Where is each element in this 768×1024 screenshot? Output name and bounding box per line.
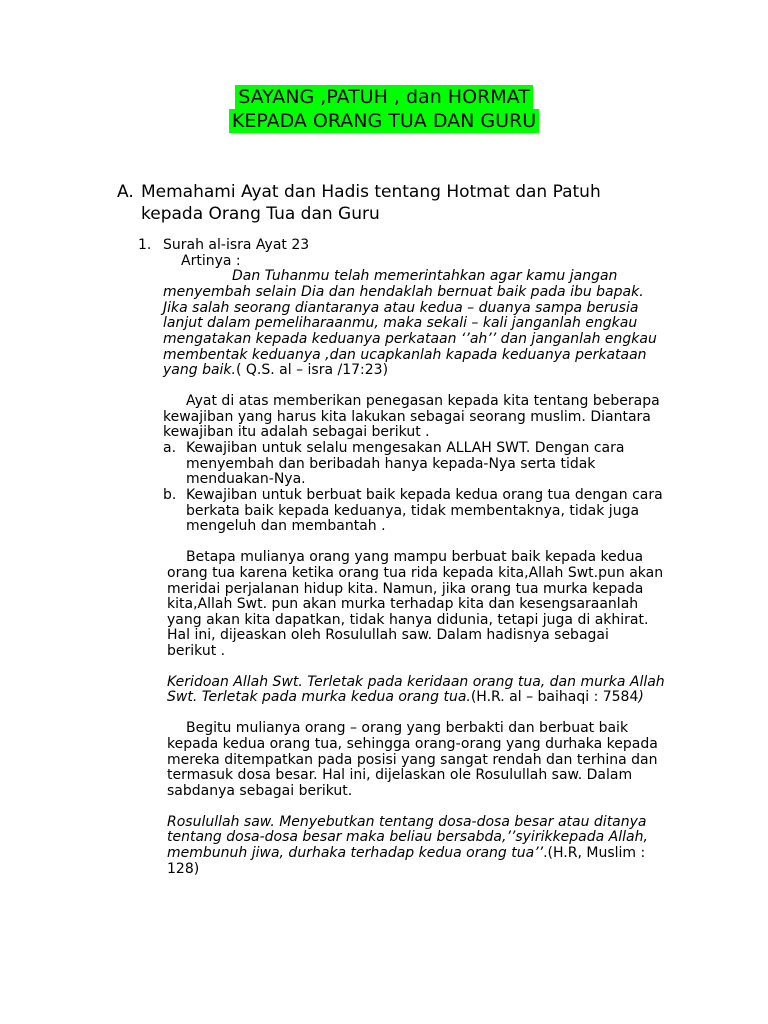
verse-line: membentak keduanya ,dan ucapkanlah kapada keduanya perkataan bbox=[163, 347, 647, 363]
paragraph-line: orang tua karena ketika orang tua rida kepada kita,Allah Swt.pun akan bbox=[167, 565, 664, 581]
title-line-2: KEPADA ORANG TUA DAN GURU bbox=[229, 109, 539, 133]
hadith-text: Swt. Terletak pada murka kedua orang tua. bbox=[167, 689, 471, 705]
paragraph-line: kewajiban yang harus kita lakukan sebagai seorang muslim. Diantara bbox=[163, 409, 651, 425]
paragraph-line: meridai perjalanan hidup kita. Namun, jika orang tua murka kepada bbox=[167, 581, 644, 597]
title-line-1: SAYANG ,PATUH , dan HORMAT bbox=[235, 85, 533, 109]
hadith-line-with-ref bbox=[167, 846, 645, 862]
paragraph-line: Begitu mulianya orang – orang yang berbakti dan berbuat baik bbox=[186, 720, 629, 736]
paragraph-line: mereka ditempatkan pada posisi yang sangat rendah dan terhina dan bbox=[167, 752, 658, 768]
artinya-label: Artinya : bbox=[181, 253, 241, 269]
verse-line: yang baik. bbox=[163, 362, 236, 378]
verse-last-line bbox=[163, 363, 388, 379]
list-b-line: berkata baik kepada keduanya, tidak membentaknya, tidak juga bbox=[186, 503, 640, 519]
verse-line: menyembah selain Dia dan hendaklah bernuat baik pada ibu bapak. bbox=[163, 284, 644, 300]
list-marker-a: a. bbox=[163, 440, 177, 456]
hadith-line: Rosulullah saw. Menyebutkan tentang dosa-dosa besar atau ditanya bbox=[167, 814, 647, 830]
paragraph-line: termasuk dosa besar. Hal ini, dijelaskan ole Rosulullah saw. Dalam bbox=[167, 767, 633, 783]
hadith-line: 128) bbox=[167, 861, 200, 877]
item-number: 1. bbox=[138, 237, 152, 253]
verse-line: lanjut dalam pemeliharaanmu, maka sekali – kali janganlah engkau bbox=[163, 315, 638, 331]
paragraph-line: kepada kedua orang tua, sehingga orang-orang yang durhaka kepada bbox=[167, 736, 658, 752]
verse-line: mengatakan kepada keduanya perkataan ‘’ah’’ dan janganlah engkau bbox=[163, 331, 657, 347]
document-title bbox=[0, 85, 768, 133]
paragraph-line: sabdanya sebagai berikut. bbox=[167, 783, 353, 799]
paragraph-line: berikut . bbox=[167, 643, 226, 659]
list-b-line: mengeluh dan membantah . bbox=[186, 518, 386, 534]
hadith-reference: (H.R. al – baihaqi : 7584 bbox=[470, 689, 639, 705]
paragraph-line: kewajiban itu adalah sebagai berikut . bbox=[163, 424, 430, 440]
section-heading-line-2: kepada Orang Tua dan Guru bbox=[141, 204, 380, 224]
paragraph-line: Betapa mulianya orang yang mampu berbuat baik kepada kedua bbox=[186, 549, 644, 565]
list-marker-b: b. bbox=[163, 487, 177, 503]
list-a-line: menduakan-Nya. bbox=[186, 471, 306, 487]
paragraph-line: kita,Allah Swt. pun akan murka terhadap kita dan kesengsaraanlah bbox=[167, 596, 639, 612]
item-label: Surah al-isra Ayat 23 bbox=[163, 237, 310, 253]
hadith-line: Keridoan Allah Swt. Terletak pada keridaan orang tua, dan murka Allah bbox=[167, 674, 665, 690]
hadith-reference-close: ) bbox=[638, 689, 644, 705]
verse-reference: ( Q.S. al – isra /17:23) bbox=[236, 362, 389, 378]
verse-line: Dan Tuhanmu telah memerintahkan agar kamu jangan bbox=[232, 268, 618, 284]
section-letter: A. bbox=[117, 182, 134, 202]
hadith-reference: .(H.R, Muslim : bbox=[543, 845, 646, 861]
list-a-line: Kewajiban untuk selalu mengesakan ALLAH SWT. Dengan cara bbox=[186, 440, 625, 456]
hadith-text: membunuh jiwa, durhaka terhadap kedua orang tua’’ bbox=[167, 845, 544, 861]
list-b-line: Kewajiban untuk berbuat baik kepada kedua orang tua dengan cara bbox=[186, 487, 663, 503]
hadith-line-with-ref bbox=[167, 690, 644, 706]
paragraph-line: Hal ini, dijeaskan oleh Rosulullah saw. Dalam hadisnya sebagai bbox=[167, 627, 609, 643]
verse-line: Jika salah seorang diantaranya atau kedua – duanya sampa berusia bbox=[163, 300, 639, 316]
paragraph-line: yang akan kita dapatkan, tidak hanya didunia, tetapi juga di akhirat. bbox=[167, 612, 649, 628]
paragraph-line: Ayat di atas memberikan penegasan kepada kita tentang beberapa bbox=[186, 393, 660, 409]
list-a-line: menyembah dan beribadah hanya kepada-Nya serta tidak bbox=[186, 456, 596, 472]
section-heading-line-1: Memahami Ayat dan Hadis tentang Hotmat dan Patuh bbox=[141, 182, 601, 202]
hadith-line: tentang dosa-dosa besar maka beliau bersabda,’’syirikkepada Allah, bbox=[167, 829, 648, 845]
